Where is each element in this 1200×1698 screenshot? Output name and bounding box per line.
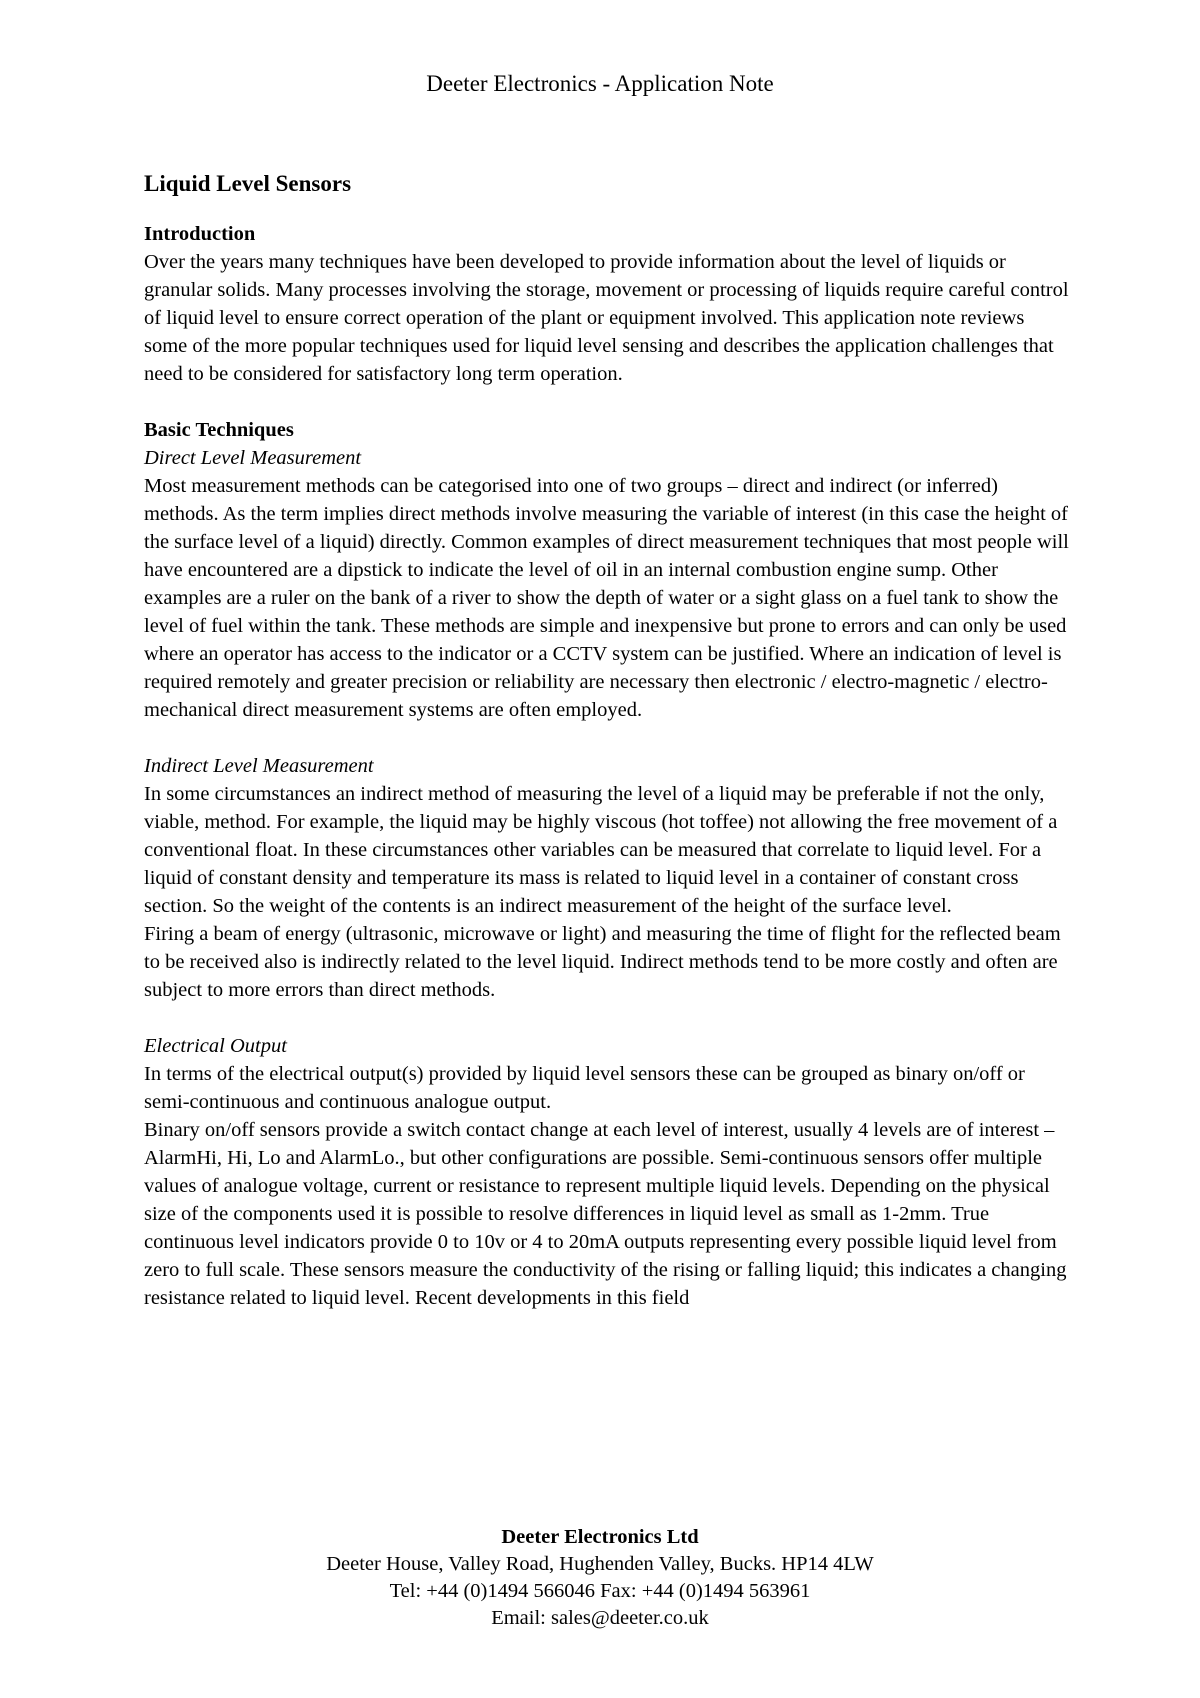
basic-techniques-heading: Basic Techniques bbox=[144, 419, 294, 441]
page-header bbox=[0, 70, 1200, 98]
page-footer bbox=[0, 1524, 1200, 1632]
electrical-output-subheading: Electrical Output bbox=[144, 1035, 287, 1057]
introduction-paragraph: Over the years many techniques have been developed to provide information about the level of liquids or granular solids. Many processes involving the storage, movement or processing of liquids require careful control of liquid level to ensure correct operation of the plant or equipment involved. This application note reviews some of the more popular techniques used for liquid level sensing and describes the application challenges that need to be considered for satisfactory long term operation. bbox=[144, 251, 1069, 385]
direct-measurement-paragraph: Most measurement methods can be categorised into one of two groups – direct and indirect (or inferred) methods. As the term implies direct methods involve measuring the variable of interest (in this case the height of the surface level of a liquid) directly. Common examples of direct measurement techniques that most people will have encountered are a dipstick to indicate the level of oil in an internal combustion engine sump. Other examples are a ruler on the bank of a river to show the depth of water or a sight glass on a fuel tank to show the level of fuel within the tank. These methods are simple and inexpensive but prone to errors and can only be used where an operator has access to the indicator or a CCTV system can be justified. Where an indication of level is required remotely and greater precision or reliability are necessary then electronic / electro-magnetic / electro-mechanical direct measurement systems are often employed. bbox=[144, 475, 1069, 721]
direct-measurement-subheading: Direct Level Measurement bbox=[144, 447, 362, 469]
spacer bbox=[144, 1004, 1069, 1032]
header-title: Deeter Electronics - Application Note bbox=[426, 71, 774, 96]
footer-company-name: Deeter Electronics Ltd bbox=[501, 1526, 699, 1548]
document-body bbox=[144, 170, 1069, 1312]
electrical-output-paragraph: Binary on/off sensors provide a switch contact change at each level of interest, usually 4 levels are of interest – AlarmHi, Hi, Lo and AlarmLo., but other configurations are possible. Semi-continuous sensors offer multiple values of analogue voltage, current or resistance to represent multiple liquid levels. Depending on the physical size of the components used it is possible to resolve differences in liquid level as small as 1-2mm. True continuous level indicators provide 0 to 10v or 4 to 20mA outputs representing every possible liquid level from zero to full scale. These sensors measure the conductivity of the rising or falling liquid; this indicates a changing resistance related to liquid level. Recent developments in this field bbox=[144, 1119, 1067, 1309]
indirect-measurement-paragraph: Firing a beam of energy (ultrasonic, microwave or light) and measuring the time of flight for the reflected beam to be received also is indirectly related to the level liquid. Indirect methods tend to be more costly and often are subject to more errors than direct methods. bbox=[144, 923, 1061, 1001]
footer-address: Deeter House, Valley Road, Hughenden Valley, Bucks. HP14 4LW bbox=[326, 1553, 874, 1575]
indirect-measurement-paragraph: In some circumstances an indirect method of measuring the level of a liquid may be preferable if not the only, viable, method. For example, the liquid may be highly viscous (hot toffee) not allowing the free movement of a conventional float. In these circumstances other variables can be measured that correlate to liquid level. For a liquid of constant density and temperature its mass is related to liquid level in a container of constant cross section. So the weight of the contents is an indirect measurement of the height of the surface level. bbox=[144, 783, 1058, 917]
footer-phone-fax: Tel: +44 (0)1494 566046 Fax: +44 (0)1494 563961 bbox=[389, 1580, 811, 1602]
electrical-output-paragraph: In terms of the electrical output(s) provided by liquid level sensors these can be grouped as binary on/off or semi-continuous and continuous analogue output. bbox=[144, 1063, 1025, 1113]
spacer bbox=[144, 724, 1069, 752]
document-title: Liquid Level Sensors bbox=[144, 171, 352, 196]
spacer bbox=[144, 388, 1069, 416]
footer-email: Email: sales@deeter.co.uk bbox=[491, 1607, 709, 1629]
introduction-heading: Introduction bbox=[144, 223, 256, 245]
indirect-measurement-subheading: Indirect Level Measurement bbox=[144, 755, 374, 777]
